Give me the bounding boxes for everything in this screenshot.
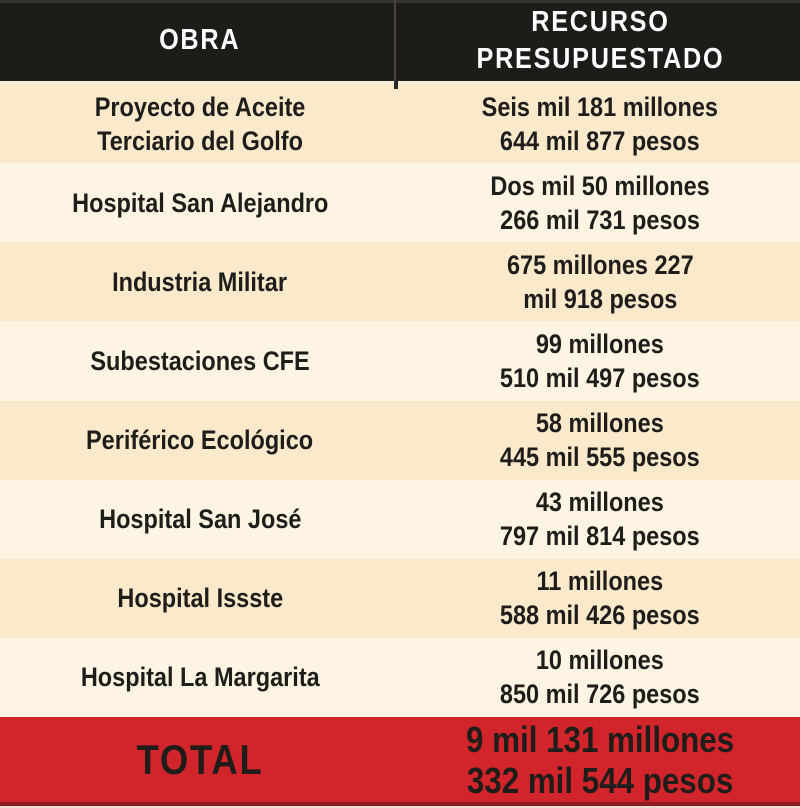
recurso-column-header bbox=[476, 4, 724, 77]
column-divider-tick bbox=[394, 81, 398, 89]
table-row bbox=[0, 401, 800, 480]
table-row bbox=[0, 559, 800, 638]
obra-line: Industria Militar bbox=[112, 266, 288, 297]
monto-value bbox=[500, 406, 700, 474]
header-cell-obra bbox=[0, 0, 400, 81]
table-row bbox=[0, 242, 800, 321]
monto-cell bbox=[400, 321, 800, 400]
obra-cell bbox=[0, 559, 400, 638]
obra-cell bbox=[0, 321, 400, 400]
obra-name bbox=[81, 660, 320, 694]
recurso-header-line2: PRESUPUESTADO bbox=[476, 42, 724, 75]
monto-cell bbox=[400, 638, 800, 717]
total-amount-line2: 332 mil 544 pesos bbox=[466, 759, 734, 801]
obra-name bbox=[99, 502, 301, 536]
monto-line: mil 918 pesos bbox=[522, 283, 678, 314]
monto-value bbox=[500, 327, 700, 395]
monto-line: 510 mil 497 pesos bbox=[500, 362, 700, 393]
obra-line: Periférico Ecológico bbox=[86, 425, 314, 456]
table-row bbox=[0, 84, 800, 163]
table-body bbox=[0, 84, 800, 717]
header-cell-recurso bbox=[400, 0, 800, 81]
monto-value bbox=[500, 643, 700, 711]
obra-line: Hospital San Alejandro bbox=[71, 187, 329, 218]
monto-cell bbox=[400, 163, 800, 242]
monto-value bbox=[500, 485, 700, 553]
monto-line: 797 mil 814 pesos bbox=[500, 521, 700, 552]
obra-name bbox=[72, 186, 328, 220]
obra-name bbox=[117, 581, 283, 615]
obra-line: Hospital Issste bbox=[117, 583, 283, 614]
obra-line: Hospital La Margarita bbox=[80, 662, 320, 693]
obra-name bbox=[95, 90, 306, 158]
obra-name bbox=[86, 423, 313, 457]
obra-line: Proyecto de Aceite bbox=[94, 91, 306, 122]
obra-cell bbox=[0, 638, 400, 717]
column-divider bbox=[394, 0, 396, 81]
obra-line: Subestaciones CFE bbox=[90, 345, 310, 376]
table-header bbox=[0, 0, 800, 81]
monto-line: 445 mil 555 pesos bbox=[500, 442, 700, 473]
obra-line: Terciario del Golfo bbox=[97, 125, 303, 156]
monto-line: 10 millones bbox=[536, 645, 664, 676]
obra-line: Hospital San José bbox=[98, 504, 302, 535]
obra-cell bbox=[0, 401, 400, 480]
recurso-header-line1: RECURSO bbox=[530, 6, 670, 39]
monto-line: Seis mil 181 millones bbox=[481, 91, 719, 122]
monto-cell bbox=[400, 242, 800, 321]
table-row bbox=[0, 638, 800, 717]
monto-line: 58 millones bbox=[536, 408, 664, 439]
monto-cell bbox=[400, 480, 800, 559]
monto-value bbox=[482, 90, 718, 158]
table-row bbox=[0, 480, 800, 559]
monto-line: 675 millones 227 bbox=[506, 249, 694, 280]
monto-value bbox=[507, 248, 694, 316]
monto-line: 99 millones bbox=[536, 328, 664, 359]
table-row bbox=[0, 321, 800, 400]
monto-line: Dos mil 50 millones bbox=[490, 170, 710, 201]
obra-cell bbox=[0, 480, 400, 559]
monto-line: 266 mil 731 pesos bbox=[500, 204, 700, 235]
obra-name bbox=[113, 265, 288, 299]
table-row bbox=[0, 163, 800, 242]
total-label-cell bbox=[0, 717, 400, 802]
obra-cell bbox=[0, 242, 400, 321]
monto-line: 43 millones bbox=[536, 487, 664, 518]
monto-line: 11 millones bbox=[536, 566, 664, 597]
monto-line: 644 mil 877 pesos bbox=[500, 125, 700, 156]
total-amount-line1: 9 mil 131 millones bbox=[465, 718, 735, 760]
obra-cell bbox=[0, 84, 400, 163]
total-amount-cell bbox=[400, 717, 800, 802]
total-label: TOTAL bbox=[136, 735, 264, 783]
monto-cell bbox=[400, 559, 800, 638]
total-row bbox=[0, 717, 800, 802]
obra-column-header: OBRA bbox=[159, 24, 241, 57]
monto-line: 588 mil 426 pesos bbox=[500, 600, 700, 631]
monto-value bbox=[500, 564, 700, 632]
monto-value bbox=[490, 169, 709, 237]
monto-cell bbox=[400, 84, 800, 163]
obra-name bbox=[90, 344, 309, 378]
monto-cell bbox=[400, 401, 800, 480]
monto-line: 850 mil 726 pesos bbox=[500, 679, 700, 710]
obra-cell bbox=[0, 163, 400, 242]
header-bottom-rule bbox=[0, 81, 800, 84]
total-amount bbox=[466, 719, 734, 801]
